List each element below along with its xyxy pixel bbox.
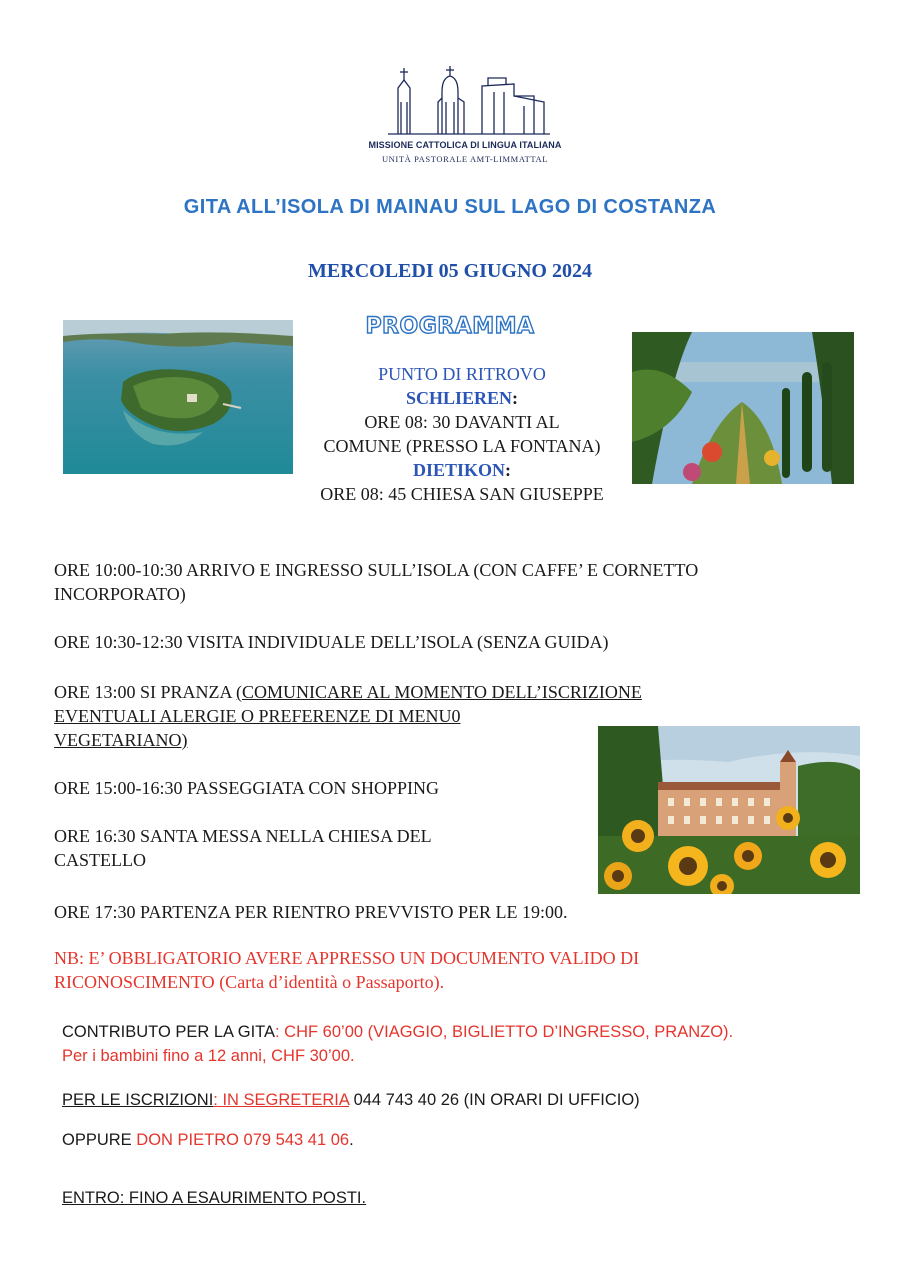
schedule-item3-b: EVENTUALI ALERGIE O PREFERENZE DI MENU0: [54, 706, 461, 726]
schedule-item1: [54, 558, 834, 606]
schedule-item1-b: INCORPORATO): [54, 584, 186, 604]
meeting-heading: PUNTO DI RITROVO: [378, 364, 546, 384]
notice-block: [54, 946, 834, 994]
place1-colon: :: [512, 388, 519, 408]
schedule-item6: ORE 17:30 PARTENZA PER RIENTRO PREVVISTO PER LE 19:00.: [54, 902, 568, 922]
registration-label: PER LE ISCRIZIONI: [62, 1091, 214, 1109]
place1-time-a: ORE 08: 30 DAVANTI AL: [364, 412, 560, 432]
schedule-item5-b: CASTELLO: [54, 850, 146, 870]
registration-deadline: ENTRO: FINO A ESAURIMENTO POSTI.: [62, 1189, 367, 1207]
place2-name: DIETIKON: [412, 460, 506, 480]
logo-line1: MISSIONE CATTOLICA DI LINGUA ITALIANA: [368, 140, 562, 150]
schedule-item3-row1: [54, 680, 834, 704]
registration-where: : IN SEGRETERIA: [213, 1091, 349, 1109]
registration-phone: 044 743 40 26 (IN ORARI DI UFFICIO): [348, 1091, 640, 1109]
meeting-place2: [282, 458, 642, 482]
alternate-contact: DON PIETRO 079 543 41 06: [136, 1131, 350, 1149]
alternate-end: .: [349, 1131, 354, 1149]
castle-sunflowers-photo: [598, 726, 860, 894]
schedule-item5: [54, 824, 574, 872]
contribution-children: Per i bambini fino a 12 anni, CHF 30’00.: [62, 1047, 355, 1065]
notice-line2-a: RICONOSCIMENTO: [54, 972, 215, 992]
schedule-item5-a: ORE 16:30 SANTA MESSA NELLA CHIESA DEL: [54, 826, 432, 846]
place2-colon: :: [505, 460, 512, 480]
contribution-block: [62, 1020, 862, 1068]
contribution-row: [62, 1020, 862, 1044]
island-aerial-photo: [63, 320, 293, 474]
notice-line2: [54, 970, 834, 994]
place2-time: ORE 08: 45 CHIESA SAN GIUSEPPE: [320, 484, 604, 504]
schedule-item2: ORE 10:30-12:30 VISITA INDIVIDUALE DELL’ISOLA (SENZA GUIDA): [54, 632, 609, 652]
alternate-contact-row: [62, 1128, 862, 1152]
contribution-label: CONTRIBUTO PER LA GITA: [62, 1023, 276, 1041]
notice-line2-b: (Carta d’identità o Passaporto).: [214, 972, 445, 992]
schedule-item3-c: VEGETARIANO): [54, 730, 188, 750]
place1-name: SCHLIEREN: [405, 388, 513, 408]
schedule-item3-prefix: ORE 13:00 SI PRANZA: [54, 682, 237, 702]
schedule-item1-a: ORE 10:00-10:30 ARRIVO E INGRESSO SULL’ISOLA (CON CAFFE’ E CORNETTO: [54, 560, 699, 580]
programma-heading: PROGRAMMA: [365, 314, 535, 339]
notice-line1: NB: E’ OBBLIGATORIO AVERE APPRESSO UN DOCUMENTO VALIDO DI: [54, 948, 640, 968]
contribution-value: : CHF 60’00 (VIAGGIO, BIGLIETTO D’INGRESSO, PRANZO).: [275, 1023, 734, 1041]
schedule-item3-a: (COMUNICARE AL MOMENTO DELL’ISCRIZIONE: [236, 682, 642, 702]
place1-time-b: COMUNE (PRESSO LA FONTANA): [323, 436, 601, 456]
alternate-label: OPPURE: [62, 1131, 137, 1149]
page-title: GITA ALL’ISOLA DI MAINAU SUL LAGO DI COSTANZA: [183, 196, 717, 218]
church-skyline-icon: [384, 62, 554, 142]
garden-photo: [632, 332, 854, 484]
event-date: MERCOLEDI 05 GIUGNO 2024: [308, 260, 592, 282]
schedule-item4: ORE 15:00-16:30 PASSEGGIATA CON SHOPPING: [54, 778, 439, 798]
logo-line2: UNITÀ PASTORALE AMT-LIMMATTAL: [381, 154, 549, 164]
meeting-point-block: [282, 362, 642, 506]
meeting-place1: [282, 386, 642, 410]
registration-row: [62, 1088, 862, 1112]
